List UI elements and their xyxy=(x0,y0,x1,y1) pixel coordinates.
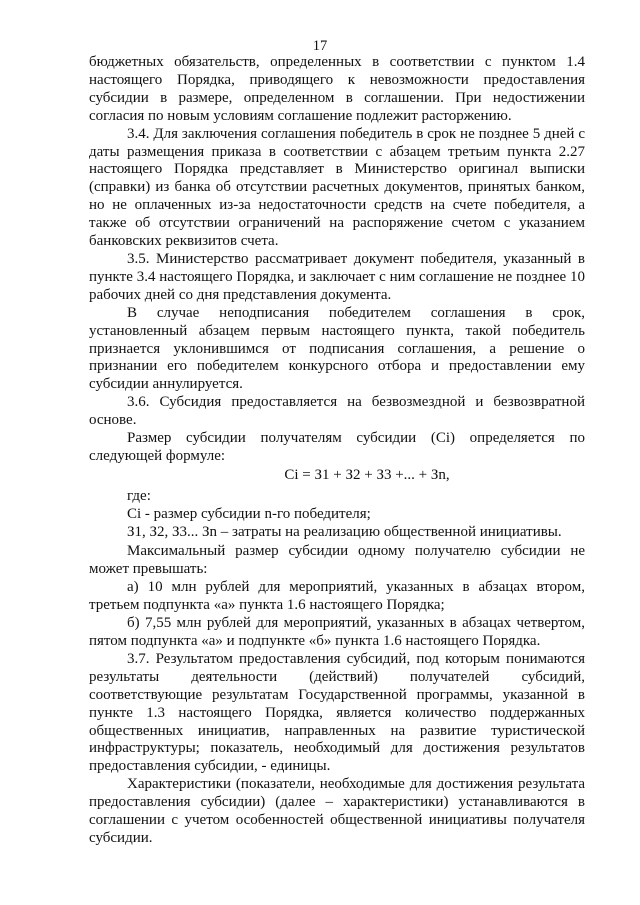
paragraph-continuation: бюджетных обязательств, определенных в соответствии с пунктом 1.4 настоящего Порядка, приводящего к невозможности предоставления субсидии в размере, определенном в соглашении. При недостижении согласия по новым условиям соглашение подлежит расторжению. xyxy=(89,54,585,124)
document-body xyxy=(89,54,585,848)
list-item-b: б) 7,55 млн рублей для мероприятий, указанных в абзацах четвертом, пятом подпункта «а» и подпункте «б» пункта 1.6 настоящего Порядка. xyxy=(89,615,585,649)
paragraph-subsidy-size: Размер субсидии получателям субсидии (Сi) определяется по следующей формуле: xyxy=(89,430,585,464)
paragraph-3-6: 3.6. Субсидия предоставляется на безвозмездной и безвозвратной основе. xyxy=(89,394,585,429)
paragraph-characteristics: Характеристики (показатели, необходимые для достижения результата предоставления субсидии) (далее – характеристики) устанавливаются в соглашении с учетом особенностей общественной инициативы получателя субсидии. xyxy=(89,776,585,846)
paragraph-max-subsidy: Максимальный размер субсидии одному получателю субсидии не может превышать: xyxy=(89,543,585,578)
paragraph-non-signing: В случае неподписания победителем соглашения в срок, установленный абзацем первым настоящего пункта, такой победитель признается уклонившимся от подписания соглашения, а решение о признании его победителем конкурсного отбора и предоставлении ему субсидии аннулируется. xyxy=(89,304,585,393)
formula-definition-ci: Сi - размер субсидии n-го победителя; xyxy=(127,505,371,522)
paragraph-3-5: 3.5. Министерство рассматривает документ победителя, указанный в пункте 3.4 настоящего Порядка, и заключает с ним соглашение не позднее 10 рабочих дней со дня представления документа. xyxy=(89,250,585,303)
list-item-a: а) 10 млн рублей для мероприятий, указанных в абзацах втором, третьем подпункта «а» пункта 1.6 настоящего Порядка; xyxy=(89,579,585,614)
page-number: 17 xyxy=(312,38,328,54)
formula-where: где: xyxy=(127,487,151,504)
formula-definition-z: З1, З2, З3... Зn – затраты на реализацию общественной инициативы. xyxy=(127,523,562,540)
paragraph-3-7: 3.7. Результатом предоставления субсидий, под которым понимаются результаты деятельности (действий) получателей субсидий, соответствующие результатам Государственной программы, указанной в пункте 1.3 настоящего Порядка, является количество поддержанных общественных инициатив, направленных на развитие туристической инфраструктуры; показатель, необходимый для достижения результатов предоставления субсидии, - единицы. xyxy=(89,650,585,775)
paragraph-3-4: 3.4. Для заключения соглашения победитель в срок не позднее 5 дней с даты размещения приказа в соответствии с абзацем третьим пункта 2.27 настоящего Порядка представляет в Министерство оригинал выписки (справки) из банка об отсутствии расчетных документов, принятых банком, но не оплаченных из-за недостаточности средств на счете победителя, а также об отсутствии ограничений на распоряжение счетом с указанием банковских реквизитов счета. xyxy=(89,125,585,250)
formula: Сi = З1 + З2 + З3 +... + Зn, xyxy=(284,466,450,483)
